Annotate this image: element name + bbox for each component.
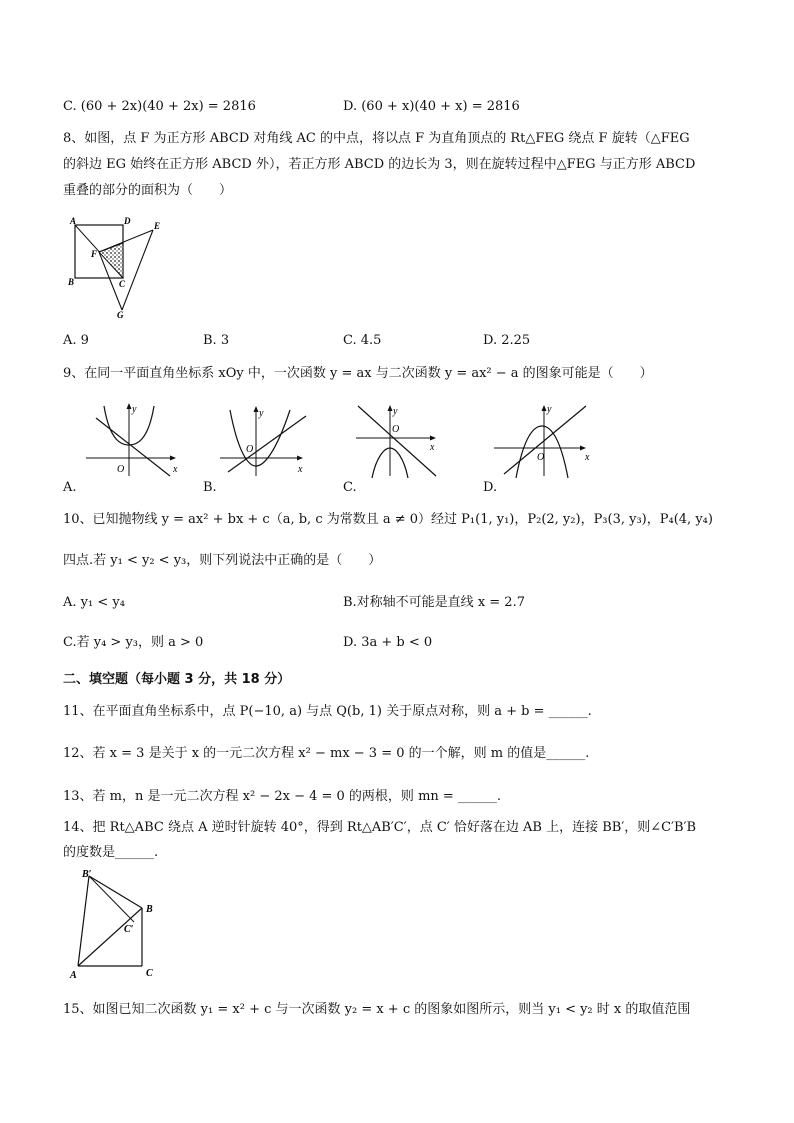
q10-option-d: D. 3a + b < 0	[343, 635, 433, 650]
q14-label-c: C	[146, 968, 153, 979]
q8-stem-line2: 的斜边 EG 始终在正方形 ABCD 外），若正方形 ABCD 的边长为 3，则在旋转过程中△FEG 与正方形 ABCD	[63, 157, 696, 172]
q7-option-d: D. (60 + x)(40 + x) = 2816	[343, 99, 520, 114]
q14-label-b: B	[146, 904, 153, 915]
q9-graph-b	[218, 400, 318, 480]
q9b-x-label: x	[298, 464, 303, 475]
q10-option-a: A. y₁ < y₄	[63, 595, 125, 610]
q8-option-b: B. 3	[203, 333, 230, 348]
q8-option-c: C. 4.5	[343, 333, 382, 348]
q8-label-e: E	[154, 221, 161, 231]
q14-label-bprime: B′	[82, 869, 92, 880]
q9c-y-label: y	[393, 406, 398, 417]
q7-option-c: C. (60 + 2x)(40 + 2x) = 2816	[63, 99, 256, 114]
section-2-title: 二、填空题（每小题 3 分，共 18 分）	[63, 672, 291, 687]
q8-figure	[62, 212, 172, 322]
q12-text: 12、若 x = 3 是关于 x 的一元二次方程 x² − mx − 3 = 0 的一个解，则 m 的值是______.	[63, 746, 590, 761]
q14-label-a: A	[70, 970, 77, 981]
q13-text: 13、若 m，n 是一元二次方程 x² − 2x − 4 = 0 的两根，则 mn = ______.	[63, 789, 502, 804]
q9-graph-a	[84, 400, 184, 480]
q9b-origin-label: O	[246, 444, 254, 455]
q9-stem: 9、在同一平面直角坐标系 xOy 中，一次函数 y = ax 与二次函数 y = ax² − a 的图象可能是（ ）	[63, 366, 653, 381]
q14-label-cprime: C′	[124, 924, 134, 935]
q9d-x-label: x	[585, 452, 590, 463]
q9-option-b: B.	[203, 480, 217, 495]
q9a-x-label: x	[173, 464, 178, 475]
q9-option-c: C.	[343, 480, 357, 495]
q9c-origin-label: O	[392, 424, 400, 435]
q15-text: 15、如图已知二次函数 y₁ = x² + c 与一次函数 y₂ = x + c 的图象如图所示，则当 y₁ < y₂ 时 x 的取值范围	[63, 1002, 691, 1017]
q9d-origin-label: O	[537, 452, 545, 463]
q8-label-c: C	[119, 279, 126, 289]
q14-stem-line1: 14、把 Rt△ABC 绕点 A 逆时针旋转 40°，得到 Rt△AB′C′，点 C′ 恰好落在边 AB 上，连接 BB′，则∠C′B′B	[63, 820, 697, 835]
q8-stem-line1: 8、如图，点 F 为正方形 ABCD 对角线 AC 的中点，将以点 F 为直角顶点的 Rt△FEG 绕点 F 旋转（△FEG	[63, 131, 690, 146]
q8-option-a: A. 9	[63, 333, 89, 348]
q8-label-g: G	[117, 310, 124, 320]
q14-figure	[64, 866, 174, 984]
q8-stem-line3: 重叠的部分的面积为（ ）	[63, 183, 233, 198]
q9a-y-label: y	[132, 404, 137, 415]
q8-label-d: D	[124, 216, 131, 226]
q10-stem-line2: 四点.若 y₁ < y₂ < y₃，则下列说法中正确的是（ ）	[63, 553, 382, 568]
q11-text: 11、在平面直角坐标系中，点 P(−10, a) 与点 Q(b, 1) 关于原点对称，则 a + b = ______.	[63, 704, 592, 719]
q14-stem-line2: 的度数是______.	[63, 845, 159, 860]
q9-option-d: D.	[483, 480, 498, 495]
q9d-y-label: y	[547, 404, 552, 415]
q10-option-c: C.若 y₄ > y₃，则 a > 0	[63, 635, 204, 650]
q9a-origin-label: O	[117, 464, 125, 475]
q8-option-d: D. 2.25	[483, 333, 531, 348]
q9-option-a: A.	[63, 480, 77, 495]
q8-label-b: B	[68, 277, 75, 287]
q8-label-f: F	[91, 249, 98, 259]
q9c-x-label: x	[430, 442, 435, 453]
q10-stem-line1: 10、已知抛物线 y = ax² + bx + c（a, b, c 为常数且 a ≠ 0）经过 P₁(1, y₁)，P₂(2, y₂)，P₃(3, y₃)，P₄(4, y₄)	[63, 512, 713, 527]
q8-label-a: A	[70, 216, 77, 226]
q9-graph-d	[490, 400, 600, 480]
q10-option-b: B.对称轴不可能是直线 x = 2.7	[343, 595, 525, 610]
q9b-y-label: y	[259, 408, 264, 419]
q9-graph-c	[352, 400, 452, 480]
